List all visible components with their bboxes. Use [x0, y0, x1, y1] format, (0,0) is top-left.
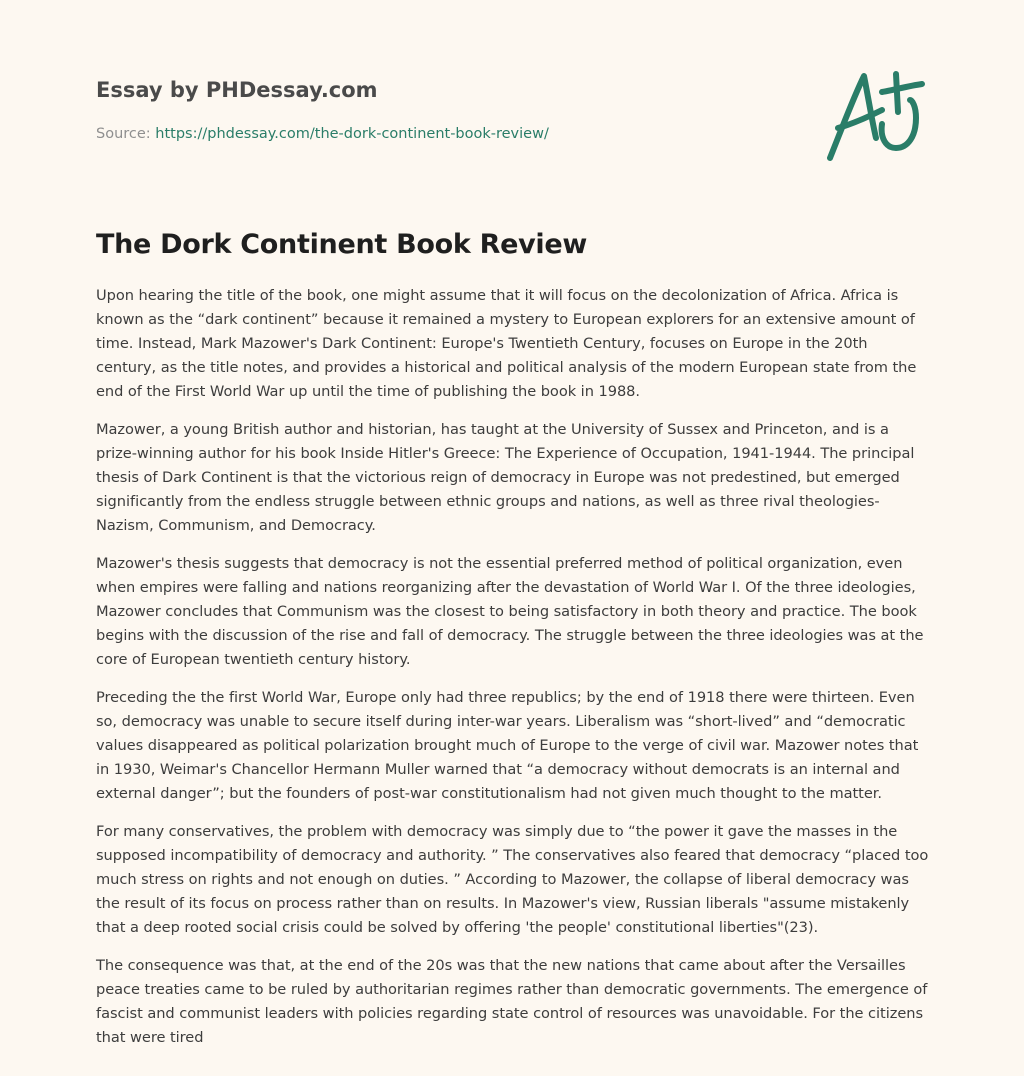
body-paragraph: For many conservatives, the problem with democracy was simply due to “the power it gave the masses in the supposed incompatibility of democracy and authority. ” The conservatives also feared that democracy “placed too much stress on rights and not enough on duties. ” According to Mazower, the collapse of liberal democracy was the result of its focus on process rather than on results. In Mazower's view, Russian liberals "assume mistakenly that a deep rooted social crisis could be solved by offering 'the people' constitutional liberties"(23).: [96, 823, 929, 936]
source-label: Source:: [96, 126, 156, 142]
a-plus-grade-icon: [820, 66, 930, 166]
source-link[interactable]: https://phdessay.com/the-dork-continent-book-review/: [155, 126, 549, 142]
body-paragraph: Mazower, a young British author and historian, has taught at the University of Sussex and Princeton, and is a prize-winning author for his book Inside Hitler's Greece: The Experience of Occupation, 1941-1944. The principal thesis of Dark Continent is that the victorious reign of democracy in Europe was not predestined, but emerged significantly from the endless struggle between ethnic groups and nations, as well as three rival theologies- Nazism, Communism, and Democracy.: [96, 421, 915, 534]
body-paragraph: Preceding the the first World War, Europe only had three republics; by the end of 1918 there were thirteen. Even so, democracy was unable to secure itself during inter-war years. Liberalism was “short-lived” and “democratic values disappeared as political polarization brought much of Europe to the verge of civil war. Mazower notes that in 1930, Weimar's Chancellor Hermann Muller warned that “a democracy without democrats is an internal and external danger”; but the founders of post-war constitutionalism had not given much thought to the matter.: [96, 689, 919, 802]
body-paragraph: The consequence was that, at the end of the 20s was that the new nations that came about after the Versailles peace treaties came to be ruled by authoritarian regimes rather than democratic governments. The emergence of fascist and communist leaders with policies regarding state control of resources was unavoidable. For the citizens that were tired: [96, 957, 928, 1046]
body-paragraph: Upon hearing the title of the book, one might assume that it will focus on the decolonization of Africa. Africa is known as the “dark continent” because it remained a mystery to European explorers for an extensive amount of time. Instead, Mark Mazower's Dark Continent: Europe's Twentieth Century, focuses on Europe in the 20th century, as the title notes, and provides a historical and political analysis of the modern European state from the end of the First World War up until the time of publishing the book in 1988.: [96, 287, 917, 400]
document-body: [96, 284, 930, 1064]
a-plus-logo-graphic: [820, 66, 930, 166]
site-title: Essay by PHDessay.com: [96, 78, 378, 102]
source-line: [96, 124, 716, 144]
body-paragraph: Mazower's thesis suggests that democracy is not the essential preferred method of political organization, even when empires were falling and nations reorganizing after the devastation of World War I. Of the three ideologies, Mazower concludes that Communism was the closest to being satisfactory in both theory and practice. The book begins with the discussion of the rise and fall of democracy. The struggle between the three ideologies was at the core of European twentieth century history.: [96, 555, 924, 668]
page-header: [96, 76, 716, 144]
document-title: The Dork Continent Book Review: [96, 229, 588, 260]
